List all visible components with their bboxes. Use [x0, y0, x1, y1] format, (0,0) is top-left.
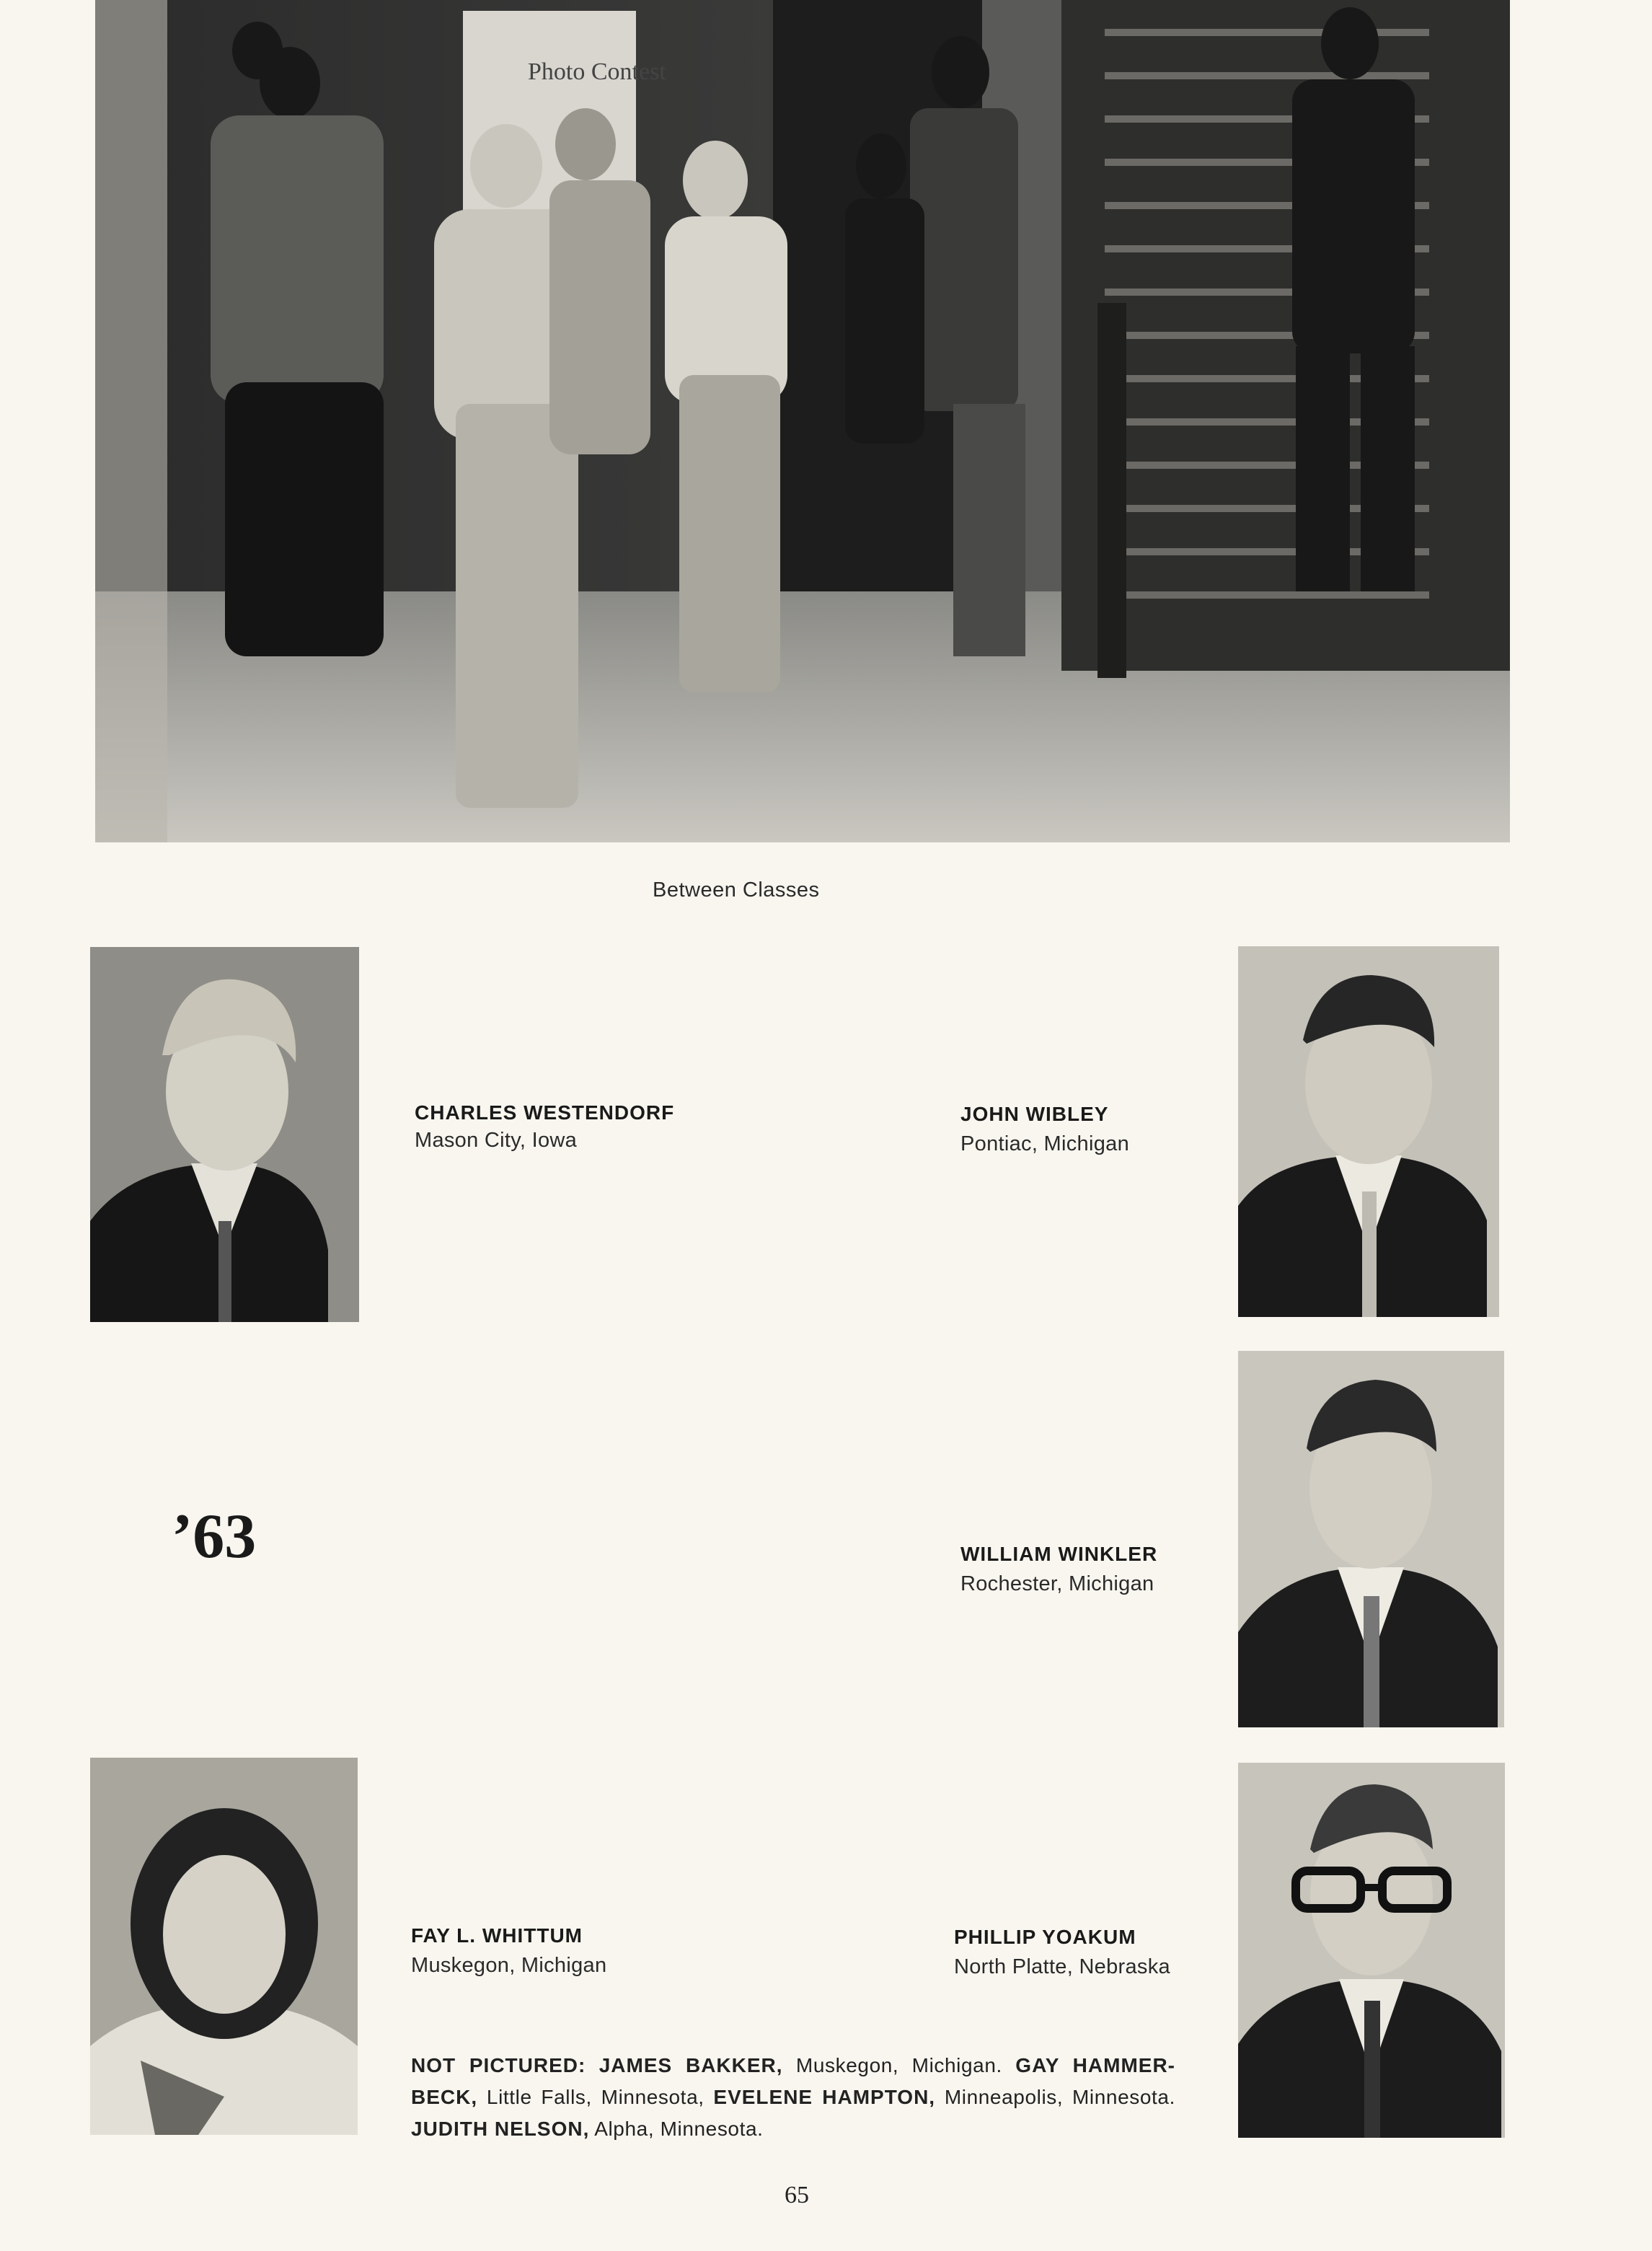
photo-caption: Between Classes: [653, 878, 820, 902]
not-pictured-place: Minneapolis, Minnesota.: [944, 2086, 1175, 2108]
hallway-photo: [95, 0, 1510, 842]
not-pictured-name: EVELENE HAMPTON,: [713, 2086, 936, 2108]
poster-text: Photo Contest: [528, 58, 666, 85]
student-name: WILLIAM WINKLER: [960, 1543, 1158, 1565]
not-pictured-name: JAMES BAKKER,: [598, 2054, 783, 2076]
student-place: North Platte, Nebraska: [954, 1955, 1170, 1978]
not-pictured-name: JUDITH NELSON,: [411, 2118, 590, 2140]
student-place: Muskegon, Michigan: [411, 1954, 607, 1977]
student-name: JOHN WIBLEY: [960, 1103, 1109, 1125]
not-pictured-place: Alpha, Minnesota.: [594, 2118, 764, 2140]
student-name: CHARLES WESTENDORF: [415, 1101, 675, 1124]
student-name: FAY L. WHITTUM: [411, 1924, 583, 1947]
student-name: PHILLIP YOAKUM: [954, 1926, 1136, 1948]
not-pictured-place: Muskegon, Michigan.: [795, 2054, 1002, 2076]
class-year-mark: ’63: [172, 1502, 257, 1572]
not-pictured-place: Little Falls, Minnesota,: [486, 2086, 704, 2108]
not-pictured-list: [411, 2050, 1175, 2145]
portrait-william-winkler: [1238, 1351, 1504, 1727]
portrait-fay-whittum: [90, 1758, 358, 2135]
portrait-charles-westendorf: [90, 947, 359, 1322]
not-pictured-name: GAY HAMMER-BECK,: [411, 2054, 1175, 2108]
page-number: 65: [785, 2182, 809, 2208]
not-pictured-label: NOT PICTURED:: [411, 2054, 586, 2076]
portrait-phillip-yoakum: [1238, 1763, 1505, 2138]
student-place: Pontiac, Michigan: [960, 1132, 1129, 1155]
student-place: Rochester, Michigan: [960, 1572, 1154, 1595]
portrait-john-wibley: [1238, 946, 1499, 1317]
student-place: Mason City, Iowa: [415, 1129, 578, 1152]
